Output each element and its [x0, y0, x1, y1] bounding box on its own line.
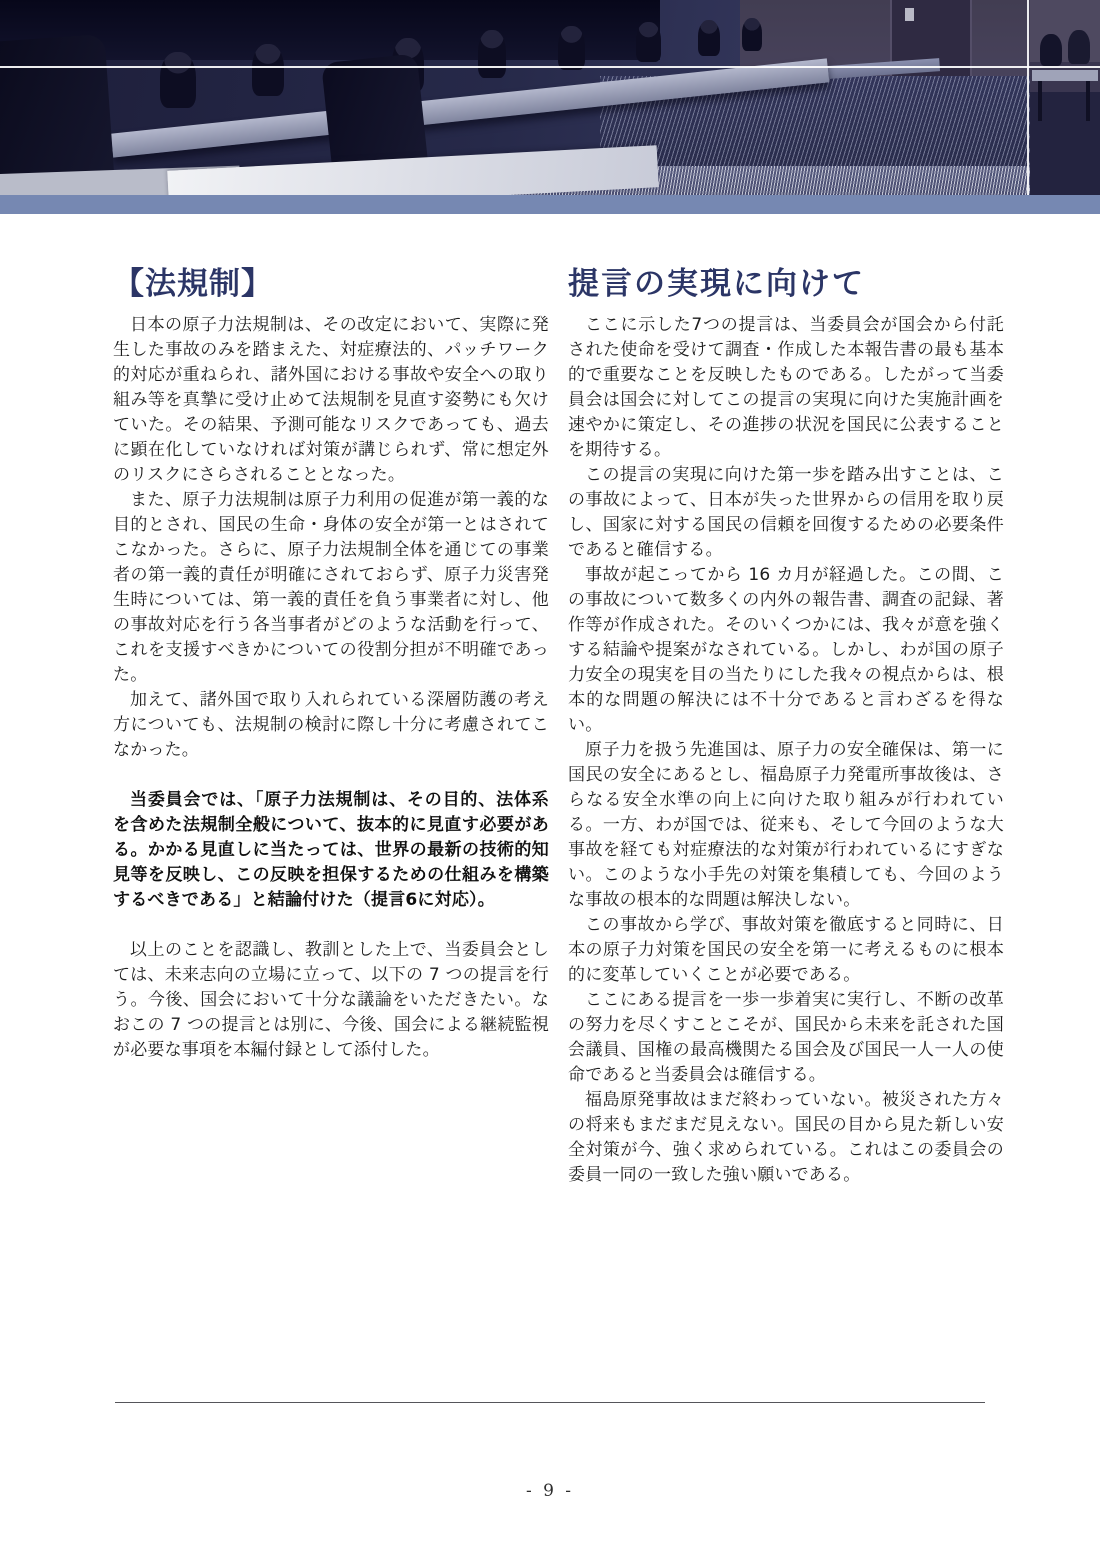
conclusion-paragraph: 当委員会では、「原子力法規制は、その目的、法体系を含めた法規制全般について、抜本的に見直す必要がある。かかる見直しに当たっては、世界の最新の技術的知見等を反映し、この反映を担保するための仕組みを構築するべきである」と結論付けた（提言6に対応）。 [113, 790, 549, 910]
page-number: - 9 - [525, 1481, 575, 1501]
paragraph: この提言の実現に向けた第一歩を踏み出すことは、この事故によって、日本が失った世界からの信用を取り戻し、国家に対する国民の信頼を回復するための必要条件であると確信する。 [568, 465, 1004, 560]
photo-desk-leg [1038, 81, 1042, 121]
section-heading-legal-regulation: 【法規制】 [113, 266, 273, 302]
person-silhouette [1068, 30, 1090, 64]
photo-right-segment [1030, 0, 1100, 195]
paragraph: 加えて、諸外国で取り入れられている深層防護の考え方についても、法規制の検討に際し十分に考慮されてこなかった。 [113, 690, 549, 760]
person-silhouette [558, 26, 585, 70]
paragraph: 日本の原子力法規制は、その改定において、実際に発生した事故のみを踏まえた、対症療法的、パッチワーク的対応が重ねられ、諸外国における事故や安全への取り組み等を真摯に受け止めて法規制を見直す姿勢にも欠けていた。その結果、予測可能なリスクであっても、過去に顕在化していなければ対策が講じられず、常に想定外のリスクにさらされることとなった。 [113, 315, 549, 485]
paragraph: ここにある提言を一歩一歩着実に実行し、不断の改革の努力を尽くすことこそが、国民から未来を託された国会議員、国権の最高機関たる国会及び国民一人一人の使命であると当委員会は確信する。 [568, 990, 1004, 1085]
section-heading-realizing-recommendations: 提言の実現に向けて [568, 266, 865, 302]
paragraph: 原子力を扱う先進国は、原子力の安全確保は、第一に国民の安全にあるとし、福島原子力発電所事故後は、さらなる安全水準の向上に向けた取り組みが行われている。一方、わが国では、従来も、そして今回のような大事故を経ても対症療法的な対策が行われているにすぎない。このような小手先の対策を集積しても、今回のような事故の根本的な問題は解決しない。 [568, 740, 1004, 910]
closing-paragraph: 以上のことを認識し、教訓とした上で、当委員会としては、未来志向の立場に立って、以下の 7 つの提言を行う。今後、国会において十分な議論をいただきたい。なおこの 7 つの提言とは別に、今後、国会による継続監視が必要な事項を本編付録として添付した。 [113, 940, 549, 1060]
photo-door-sign [905, 8, 914, 21]
footer-rule [115, 1402, 985, 1403]
person-silhouette [252, 44, 284, 96]
paragraph: この事故から学び、事故対策を徹底すると同時に、日本の原子力対策を国民の安全を第一に考えるものに根本的に変革していくことが必要である。 [568, 915, 1004, 985]
right-column [568, 266, 1004, 1188]
paragraph: 福島原発事故はまだ終わっていない。被災された方々の将来もまだまだ見えない。国民の目から見た新しい安全対策が今、強く求められている。これはこの委員会の委員一同の一致した強い願いである。 [568, 1090, 1004, 1185]
paragraph: 事故が起こってから 16 カ月が経過した。この間、この事故について数多くの内外の報告書、調査の記録、著作等が作成された。そのいくつかには、我々が意を強くする結論や提案がなされている。しかし、わが国の原子力安全の現実を目の当たりにした我々の視点からは、根本的な問題の解決には不十分であると言わざるを得ない。 [568, 565, 1004, 735]
header-photo [0, 0, 1100, 195]
photo-highlight-line [0, 66, 1100, 68]
photo-desk-leg [1086, 81, 1090, 121]
person-silhouette [742, 18, 762, 51]
person-silhouette [698, 20, 720, 56]
person-silhouette [160, 52, 196, 108]
photo-vertical-divider-line [1027, 0, 1029, 195]
person-silhouette [636, 22, 661, 62]
person-silhouette [478, 30, 506, 78]
paragraph: ここに示した7つの提言は、当委員会が国会から付託された使命を受けて調査・作成した本報告書の最も基本的で重要なことを反映したものである。したがって当委員会は国会に対してこの提言の実現に向けた実施計画を速やかに策定し、その進捗の状況を国民に公表することを期待する。 [568, 315, 1004, 460]
paragraph: また、原子力法規制は原子力利用の促進が第一義的な目的とされ、国民の生命・身体の安全が第一とはされてこなかった。さらに、原子力法規制全体を通じての事業者の第一義的責任が明確にされておらず、原子力災害発生時については、第一義的責任を負う事業者に対し、他の事故対応を行う各当事者がどのような活動を行って、これを支援すべきかについての役割分担が不明確であった。 [113, 490, 549, 685]
photo-side-desk [1032, 70, 1098, 81]
divider-band [0, 195, 1100, 214]
left-column [113, 266, 549, 1063]
person-silhouette [1040, 34, 1062, 66]
